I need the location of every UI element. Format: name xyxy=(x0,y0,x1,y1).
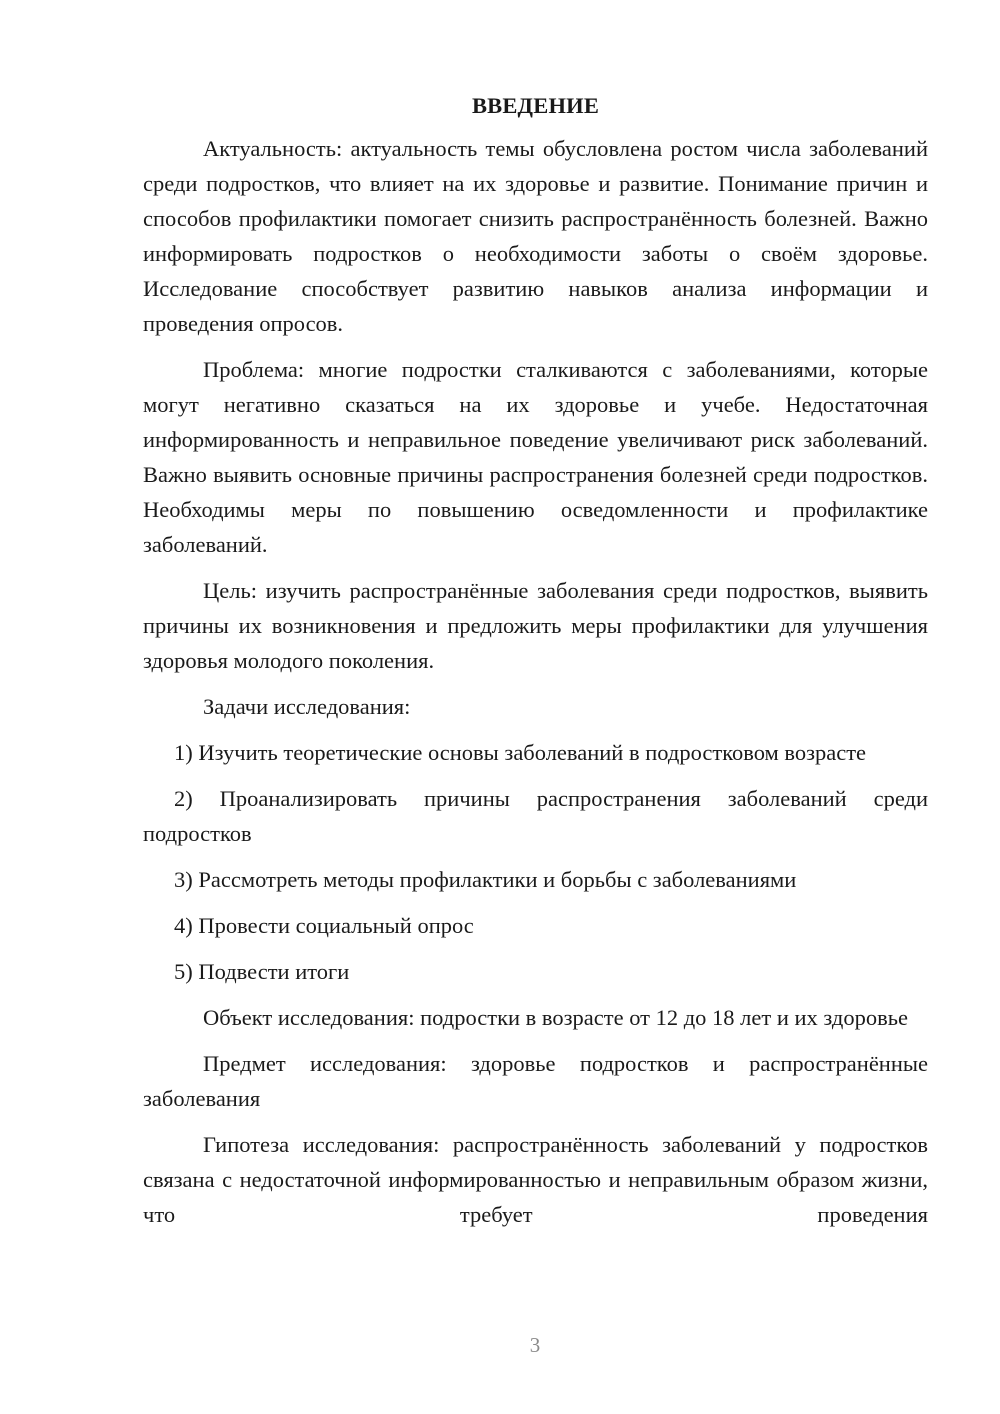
list-item-task-3: 3) Рассмотреть методы профилактики и борьбы с заболеваниями xyxy=(174,867,797,892)
paragraph-goal: Цель: изучить распространённые заболевания среди подростков, выявить причины их возникновения и предложить меры профилактики для улучшения здоровья молодого поколения. xyxy=(143,578,928,673)
list-item-task-1: 1) Изучить теоретические основы заболеваний в подростковом возрасте xyxy=(174,740,867,765)
section-title: ВВЕДЕНИЕ xyxy=(471,93,600,118)
document-page xyxy=(143,88,928,1243)
paragraph-relevance: Актуальность: актуальность темы обусловлена ростом числа заболеваний среди подростков, что влияет на их здоровье и развитие. Понимание причин и способов профилактики помогает снизить распространённость болезней. Важно информировать подростков о необходимости заботы о своём здоровье. Исследование способствует развитию навыков анализа информации и проведения опросов. xyxy=(143,136,928,336)
paragraph-problem: Проблема: многие подростки сталкиваются с заболеваниями, которые могут негативно сказаться на их здоровье и учебе. Недостаточная информированность и неправильное поведение увеличивают риск заболеваний. Важно выявить основные причины распространения болезней среди подростков. Необходимы меры по повышению осведомленности и профилактике заболеваний. xyxy=(143,357,928,557)
tasks-heading: Задачи исследования: xyxy=(203,694,411,719)
list-item-task-2: 2) Проанализировать причины распространения заболеваний среди подростков xyxy=(143,786,928,846)
list-item-task-5: 5) Подвести итоги xyxy=(174,959,350,984)
paragraph-object: Объект исследования: подростки в возрасте от 12 до 18 лет и их здоровье xyxy=(203,1005,908,1030)
paragraph-subject: Предмет исследования: здоровье подростков и распространённые заболевания xyxy=(143,1051,928,1111)
list-item-task-4: 4) Провести социальный опрос xyxy=(174,913,474,938)
paragraph-hypothesis: Гипотеза исследования: распространённость заболеваний у подростков связана с недостаточной информированностью и неправильным образом жизни, что требует проведения xyxy=(143,1132,928,1227)
page-number: 3 xyxy=(529,1333,541,1357)
